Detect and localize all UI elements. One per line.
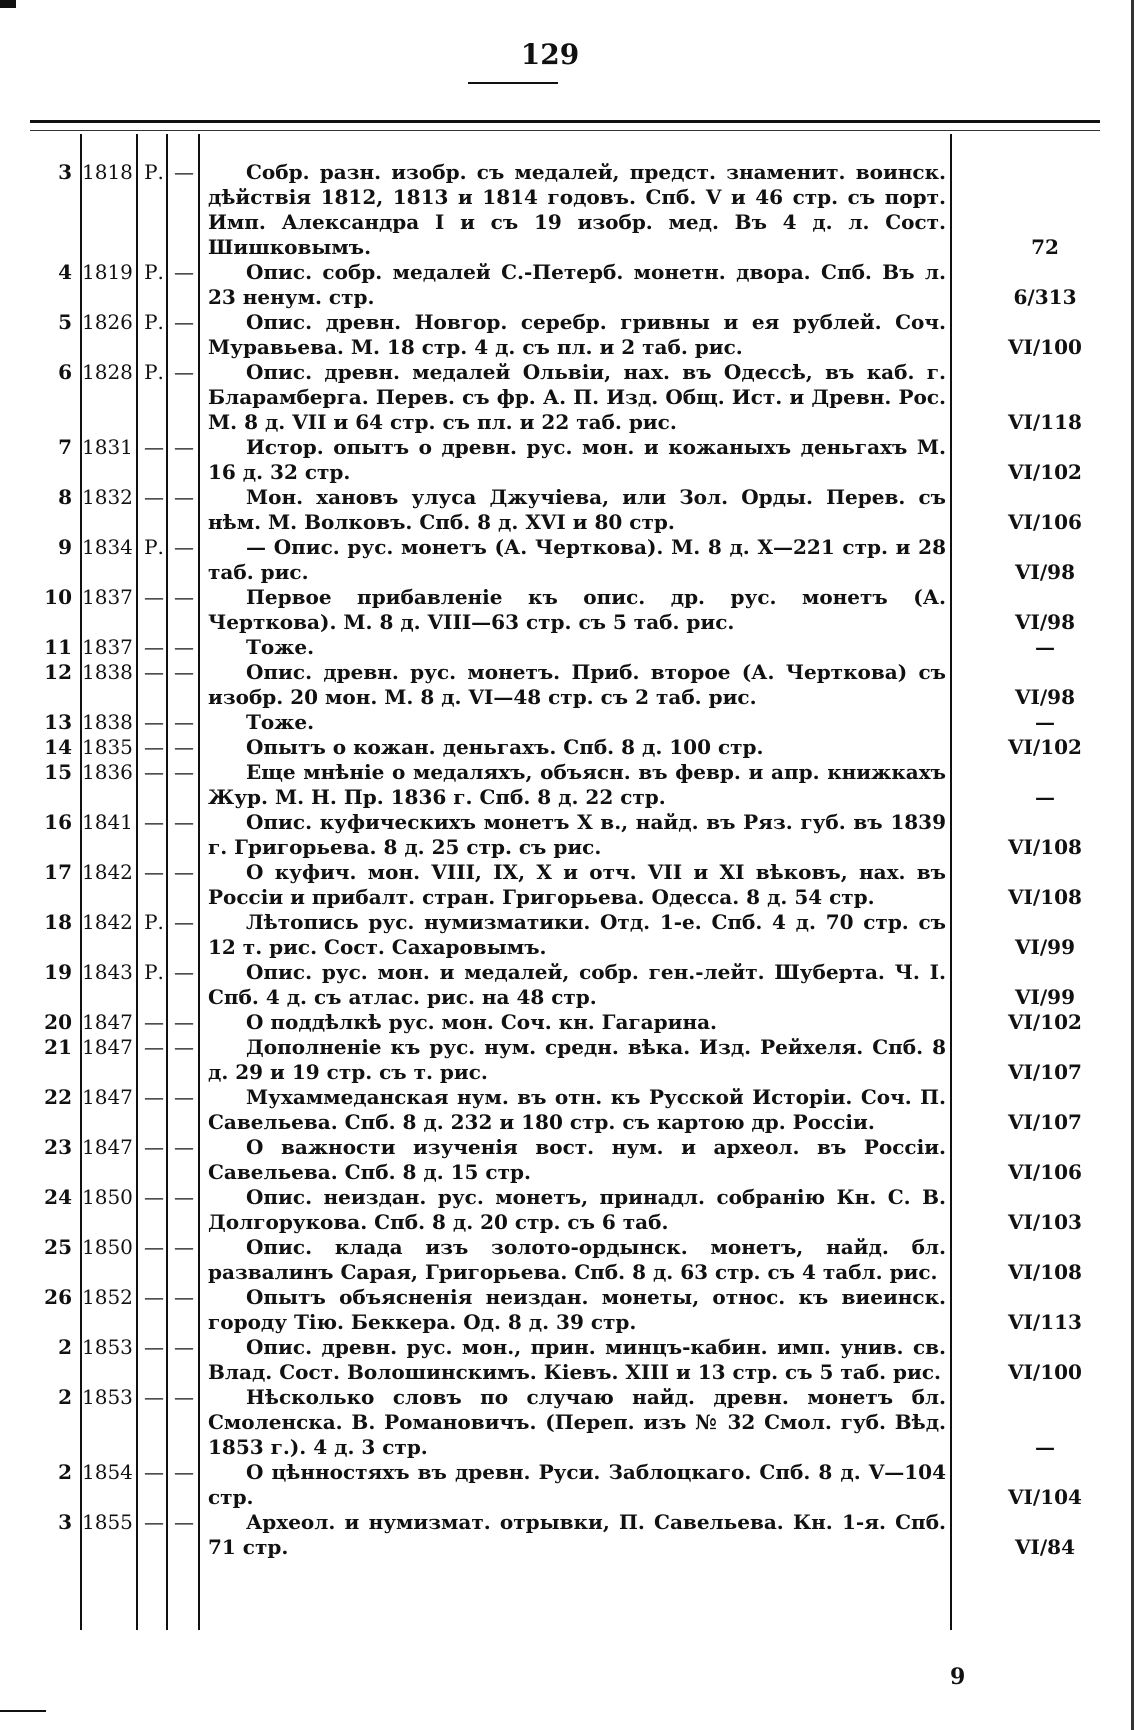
entry-title: Истор. опытъ о древн. рус. мон. и кожаныхъ деньгахъ М. 16 д. 32 стр. bbox=[208, 435, 946, 484]
entry-year: 1850 bbox=[82, 1235, 133, 1259]
entry-year: 1819 bbox=[82, 260, 133, 284]
entry-title: О поддѣлкѣ рус. мон. Соч. кн. Гагарина. bbox=[246, 1010, 718, 1034]
entry-number: 13 bbox=[44, 710, 72, 734]
entry-dash: — bbox=[174, 585, 194, 609]
entry-dash: — bbox=[174, 260, 194, 284]
scan-mark bbox=[0, 0, 16, 8]
table-row bbox=[0, 1510, 1140, 1560]
entry-reference: VI/98 bbox=[1014, 560, 1075, 584]
entry-number: 22 bbox=[44, 1085, 72, 1109]
page-number: 129 bbox=[520, 38, 580, 71]
entry-mark: — bbox=[144, 1010, 164, 1034]
entry-mark: — bbox=[144, 710, 164, 734]
entry-dash: — bbox=[174, 1185, 194, 1209]
entry-year: 1855 bbox=[82, 1510, 133, 1534]
entry-title: Первое прибавленіе къ опис. др. рус. монетъ (А. Черткова). М. 8 д. VIII—63 стр. съ 5 таб. рис. bbox=[208, 585, 946, 634]
entry-dash: — bbox=[174, 910, 194, 934]
entry-title: Опис. неиздан. рус. монетъ, принадл. собранію Кн. С. В. Долгорукова. Спб. 8 д. 20 стр. съ 6 таб. bbox=[208, 1185, 946, 1234]
table-row bbox=[0, 635, 1140, 660]
entry-dash: — bbox=[174, 710, 194, 734]
entry-mark: — bbox=[144, 1135, 164, 1159]
entry-dash: — bbox=[174, 1510, 194, 1534]
entry-mark: — bbox=[144, 435, 164, 459]
entry-title: Еще мнѣніе о медаляхъ, объясн. въ февр. и апр. книжкахъ Жур. М. Н. Пр. 1836 г. Спб. 8 д. 22 стр. bbox=[208, 760, 946, 809]
bibliography-table bbox=[0, 160, 1140, 1560]
entry-year: 1837 bbox=[82, 585, 133, 609]
entry-dash: — bbox=[174, 310, 194, 334]
entry-title: Опытъ о кожан. деньгахъ. Спб. 8 д. 100 стр. bbox=[246, 735, 764, 759]
entry-number: 12 bbox=[44, 660, 72, 684]
entry-mark: — bbox=[144, 735, 164, 759]
entry-year: 1842 bbox=[82, 860, 133, 884]
table-row bbox=[0, 535, 1140, 585]
entry-dash: — bbox=[174, 535, 194, 559]
table-row bbox=[0, 710, 1140, 735]
entry-reference: VI/98 bbox=[1014, 610, 1075, 634]
entry-mark: Р. bbox=[144, 260, 164, 284]
entry-dash: — bbox=[174, 1010, 194, 1034]
entry-number: 26 bbox=[44, 1285, 72, 1309]
entry-reference: VI/108 bbox=[1008, 1260, 1082, 1284]
entry-year: 1834 bbox=[82, 535, 133, 559]
entry-title: Опис. рус. мон. и медалей, собр. ген.-лейт. Шуберта. Ч. I. Спб. 4 д. съ атлас. рис. на 48 стр. bbox=[208, 960, 946, 1009]
entry-reference: VI/104 bbox=[1008, 1485, 1082, 1509]
header-rule-thin bbox=[30, 130, 1100, 131]
entry-number: 14 bbox=[44, 735, 72, 759]
entry-reference: VI/102 bbox=[1008, 460, 1082, 484]
entry-reference: VI/108 bbox=[1008, 835, 1082, 859]
table-row bbox=[0, 1035, 1140, 1085]
entry-number: 25 bbox=[44, 1235, 72, 1259]
entry-dash: — bbox=[174, 1335, 194, 1359]
entry-number: 2 bbox=[58, 1460, 72, 1484]
entry-dash: — bbox=[174, 960, 194, 984]
entry-title: Опис. куфическихъ монетъ X в., найд. въ Ряз. губ. въ 1839 г. Григорьева. 8 д. 25 стр. съ рис. bbox=[208, 810, 946, 859]
entry-year: 1852 bbox=[82, 1285, 133, 1309]
entry-year: 1838 bbox=[82, 710, 133, 734]
entry-mark: — bbox=[144, 585, 164, 609]
entry-reference: VI/102 bbox=[1008, 735, 1082, 759]
entry-mark: Р. bbox=[144, 310, 164, 334]
entry-reference: — bbox=[1035, 635, 1055, 659]
entry-reference: VI/99 bbox=[1014, 985, 1075, 1009]
entry-number: 9 bbox=[58, 535, 72, 559]
entry-mark: Р. bbox=[144, 535, 164, 559]
entry-year: 1847 bbox=[82, 1135, 133, 1159]
table-row bbox=[0, 160, 1140, 260]
entry-mark: Р. bbox=[144, 910, 164, 934]
entry-reference: VI/98 bbox=[1014, 685, 1075, 709]
entry-dash: — bbox=[174, 1385, 194, 1409]
entry-number: 3 bbox=[58, 1510, 72, 1534]
entry-year: 1854 bbox=[82, 1460, 133, 1484]
entry-year: 1838 bbox=[82, 660, 133, 684]
entry-dash: — bbox=[174, 435, 194, 459]
entry-dash: — bbox=[174, 735, 194, 759]
entry-dash: — bbox=[174, 160, 194, 184]
entry-number: 6 bbox=[58, 360, 72, 384]
entry-year: 1826 bbox=[82, 310, 133, 334]
entry-title: О важности изученія вост. нум. и археол. въ Россіи. Савельева. Спб. 8 д. 15 стр. bbox=[208, 1135, 946, 1184]
entry-dash: — bbox=[174, 760, 194, 784]
entry-number: 19 bbox=[44, 960, 72, 984]
entry-reference: VI/107 bbox=[1008, 1060, 1082, 1084]
entry-title: Опис. древн. рус. мон., прин. минцъ-кабин. имп. унив. св. Влад. Сост. Волошинскимъ. Кіевъ. XIII и 13 стр. съ 5 таб. рис. bbox=[208, 1335, 946, 1384]
table-row bbox=[0, 1385, 1140, 1460]
entry-title: Археол. и нумизмат. отрывки, П. Савельева. Кн. 1-я. Спб. 71 стр. bbox=[208, 1510, 946, 1559]
entry-dash: — bbox=[174, 860, 194, 884]
table-row bbox=[0, 860, 1140, 910]
entry-number: 18 bbox=[44, 910, 72, 934]
entry-mark: Р. bbox=[144, 960, 164, 984]
entry-title: Мон. хановъ улуса Джучіева, или Зол. Орды. Перев. съ нѣм. М. Волковъ. Спб. 8 д. XVI и 80 стр. bbox=[208, 485, 946, 534]
table-row bbox=[0, 360, 1140, 435]
entry-title: Тоже. bbox=[246, 710, 315, 734]
entry-mark: — bbox=[144, 760, 164, 784]
entry-reference: VI/106 bbox=[1008, 510, 1082, 534]
entry-title: Опис. клада изъ золото-ордынск. монетъ, найд. бл. развалинъ Сарая, Григорьева. Спб. 8 д. 63 стр. съ 4 табл. рис. bbox=[208, 1235, 946, 1284]
entry-year: 1853 bbox=[82, 1335, 133, 1359]
entry-title: Опис. древн. рус. монетъ. Приб. второе (А. Черткова) съ изобр. 20 мон. М. 8 д. VI—48 стр. съ 2 таб. рис. bbox=[208, 660, 946, 709]
entry-title: Нѣсколько словъ по случаю найд. древн. монетъ бл. Смоленска. В. Романовичъ. (Переп. изъ № 32 Смол. губ. Вѣд. 1853 г.). 4 д. 3 стр. bbox=[208, 1385, 946, 1459]
entry-year: 1850 bbox=[82, 1185, 133, 1209]
table-row bbox=[0, 585, 1140, 635]
entry-number: 2 bbox=[58, 1335, 72, 1359]
entry-year: 1818 bbox=[82, 160, 133, 184]
page-number-underline bbox=[468, 82, 558, 84]
entry-mark: — bbox=[144, 1085, 164, 1109]
entry-year: 1843 bbox=[82, 960, 133, 984]
table-row bbox=[0, 760, 1140, 810]
entry-number: 11 bbox=[44, 635, 72, 659]
entry-dash: — bbox=[174, 1285, 194, 1309]
entry-year: 1847 bbox=[82, 1035, 133, 1059]
entry-number: 10 bbox=[44, 585, 72, 609]
entry-dash: — bbox=[174, 485, 194, 509]
entry-mark: — bbox=[144, 1285, 164, 1309]
entry-dash: — bbox=[174, 1235, 194, 1259]
entry-reference: VI/103 bbox=[1008, 1210, 1082, 1234]
table-row bbox=[0, 1010, 1140, 1035]
entry-mark: — bbox=[144, 1385, 164, 1409]
entry-mark: — bbox=[144, 1460, 164, 1484]
entry-title: — Опис. рус. монетъ (А. Черткова). М. 8 д. X—221 стр. и 28 таб. рис. bbox=[208, 535, 946, 584]
entry-reference: VI/107 bbox=[1008, 1110, 1082, 1134]
entry-title: Мухаммеданская нум. въ отн. къ Русской Исторіи. Соч. П. Савельева. Спб. 8 д. 232 и 180 стр. съ картою др. Россіи. bbox=[208, 1085, 946, 1134]
entry-number: 4 bbox=[58, 260, 72, 284]
entry-reference: VI/106 bbox=[1008, 1160, 1082, 1184]
entry-mark: — bbox=[144, 635, 164, 659]
entry-title: О цѣнностяхъ въ древн. Руси. Заблоцкаго. Спб. 8 д. V—104 стр. bbox=[208, 1460, 946, 1509]
entry-title: О куфич. мон. VIII, IX, X и отч. VII и XI вѣковъ, нах. въ Россіи и прибалт. стран. Григорьева. Одесса. 8 д. 54 стр. bbox=[208, 860, 946, 909]
table-row bbox=[0, 310, 1140, 360]
entry-number: 2 bbox=[58, 1385, 72, 1409]
entry-mark: — bbox=[144, 660, 164, 684]
entry-year: 1831 bbox=[82, 435, 133, 459]
entry-reference: — bbox=[1035, 710, 1055, 734]
entry-mark: — bbox=[144, 485, 164, 509]
entry-dash: — bbox=[174, 810, 194, 834]
entry-title: Тоже. bbox=[246, 635, 315, 659]
entry-mark: Р. bbox=[144, 360, 164, 384]
table-row bbox=[0, 810, 1140, 860]
table-row bbox=[0, 435, 1140, 485]
entry-reference: — bbox=[1035, 1435, 1055, 1459]
entry-title: Опис. собр. медалей С.-Петерб. монетн. двора. Спб. Въ л. 23 ненум. стр. bbox=[208, 260, 946, 309]
entry-mark: Р. bbox=[144, 160, 164, 184]
entry-dash: — bbox=[174, 1460, 194, 1484]
entry-reference: VI/108 bbox=[1008, 885, 1082, 909]
entry-year: 1835 bbox=[82, 735, 133, 759]
entry-year: 1853 bbox=[82, 1385, 133, 1409]
entry-number: 21 bbox=[44, 1035, 72, 1059]
entry-number: 17 bbox=[44, 860, 72, 884]
entry-number: 24 bbox=[44, 1185, 72, 1209]
entry-number: 8 bbox=[58, 485, 72, 509]
entry-mark: — bbox=[144, 1235, 164, 1259]
entry-reference: VI/118 bbox=[1008, 410, 1082, 434]
table-row bbox=[0, 910, 1140, 960]
entry-title: Лѣтопись рус. нумизматики. Отд. 1-е. Спб. 4 д. 70 стр. съ 12 т. рис. Сост. Сахаровымъ. bbox=[208, 910, 946, 959]
entry-dash: — bbox=[174, 1035, 194, 1059]
entry-mark: — bbox=[144, 1335, 164, 1359]
entry-title: Собр. разн. изобр. съ медалей, предст. знаменит. воинск. дѣйствія 1812, 1813 и 1814 годовъ. Спб. V и 46 стр. съ порт. Имп. Александра I и съ 19 изобр. мед. Въ 4 д. л. Сост. Шишковымъ. bbox=[208, 160, 946, 259]
entry-reference: VI/100 bbox=[1008, 335, 1082, 359]
table-row bbox=[0, 485, 1140, 535]
entry-title: Дополненіе къ рус. нум. средн. вѣка. Изд. Рейхеля. Спб. 8 д. 29 и 19 стр. съ т. рис. bbox=[208, 1035, 946, 1084]
entry-reference: — bbox=[1035, 785, 1055, 809]
table-row bbox=[0, 260, 1140, 310]
entry-dash: — bbox=[174, 1085, 194, 1109]
entry-number: 16 bbox=[44, 810, 72, 834]
entry-reference: VI/113 bbox=[1008, 1310, 1082, 1334]
table-row bbox=[0, 1185, 1140, 1235]
bottom-mark bbox=[0, 1710, 46, 1712]
table-row bbox=[0, 660, 1140, 710]
entry-number: 3 bbox=[58, 160, 72, 184]
signature-mark: 9 bbox=[950, 1664, 966, 1690]
entry-year: 1836 bbox=[82, 760, 133, 784]
entry-title: Опис. древн. медалей Ольвіи, нах. въ Одессѣ, въ каб. г. Бларамберга. Перев. съ фр. А. П. Изд. Общ. Ист. и Древн. Рос. М. 8 д. VII и 64 стр. съ пл. и 22 таб. рис. bbox=[208, 360, 946, 434]
entry-year: 1847 bbox=[82, 1010, 133, 1034]
entry-number: 5 bbox=[58, 310, 72, 334]
table-row bbox=[0, 735, 1140, 760]
entry-year: 1847 bbox=[82, 1085, 133, 1109]
entry-dash: — bbox=[174, 660, 194, 684]
entry-year: 1842 bbox=[82, 910, 133, 934]
entry-reference: VI/102 bbox=[1008, 1010, 1082, 1034]
table-row bbox=[0, 1085, 1140, 1135]
entry-reference: 72 bbox=[1031, 235, 1059, 259]
entry-mark: — bbox=[144, 1035, 164, 1059]
entry-dash: — bbox=[174, 635, 194, 659]
table-row bbox=[0, 1235, 1140, 1285]
table-row bbox=[0, 1335, 1140, 1385]
entry-dash: — bbox=[174, 1135, 194, 1159]
table-row bbox=[0, 1135, 1140, 1185]
entry-number: 23 bbox=[44, 1135, 72, 1159]
entry-number: 15 bbox=[44, 760, 72, 784]
entry-number: 7 bbox=[58, 435, 72, 459]
entry-mark: — bbox=[144, 1185, 164, 1209]
entry-title: Опытъ объясненія неиздан. монеты, относ. къ виеинск. городу Тію. Беккера. Од. 8 д. 39 стр. bbox=[208, 1285, 946, 1334]
table-row bbox=[0, 960, 1140, 1010]
header-rule-thick bbox=[30, 120, 1100, 123]
entry-year: 1832 bbox=[82, 485, 133, 509]
table-row bbox=[0, 1460, 1140, 1510]
entry-year: 1837 bbox=[82, 635, 133, 659]
entry-title: Опис. древн. Новгор. серебр. гривны и ея рублей. Соч. Муравьева. М. 18 стр. 4 д. съ пл. и 2 таб. рис. bbox=[208, 310, 946, 359]
entry-number: 20 bbox=[44, 1010, 72, 1034]
entry-reference: VI/84 bbox=[1014, 1535, 1075, 1559]
entry-year: 1841 bbox=[82, 810, 133, 834]
entry-dash: — bbox=[174, 360, 194, 384]
entry-reference: 6/313 bbox=[1013, 285, 1077, 309]
entry-reference: VI/100 bbox=[1008, 1360, 1082, 1384]
entry-mark: — bbox=[144, 860, 164, 884]
entry-mark: — bbox=[144, 810, 164, 834]
entry-mark: — bbox=[144, 1510, 164, 1534]
entry-year: 1828 bbox=[82, 360, 133, 384]
table-row bbox=[0, 1285, 1140, 1335]
entry-reference: VI/99 bbox=[1014, 935, 1075, 959]
